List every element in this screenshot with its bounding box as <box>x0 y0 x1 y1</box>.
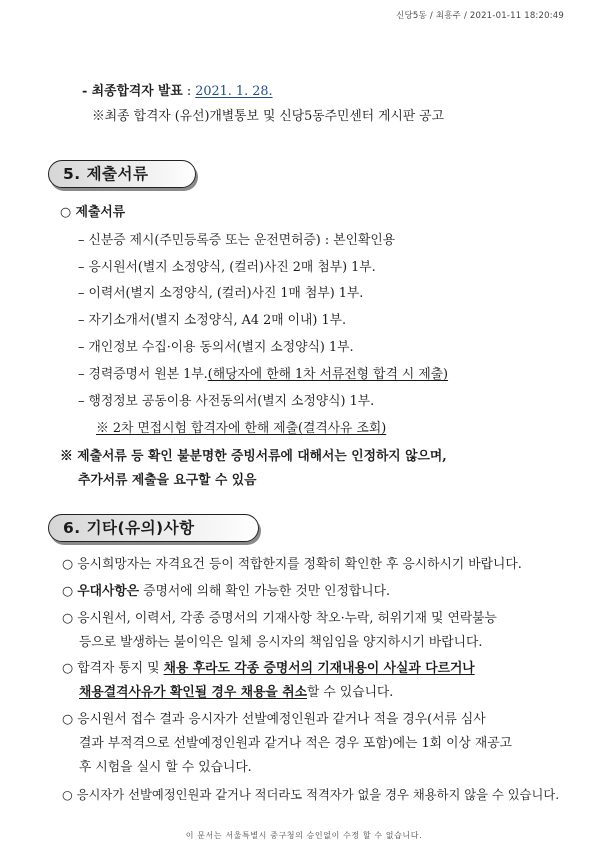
document-meta-header: 신당5동 / 최흥주 / 2021-01-11 18:20:49 <box>396 11 564 21</box>
notice-bullet-line: 등으로 발생하는 불이익은 일체 응시자의 책임임을 양지하시기 바랍니다. <box>79 635 483 650</box>
notice-bullet-prefix: ○ 합격자 통지 및 <box>62 661 164 676</box>
submission-item: – 응시원서(별지 소정양식, (컬러)사진 2매 첨부) 1부. <box>78 260 376 275</box>
submission-item: – 개인정보 수집·이용 동의서(별지 소정양식) 1부. <box>78 340 354 355</box>
submission-item: – 이력서(별지 소정양식, (컬러)사진 1매 첨부) 1부. <box>78 286 364 301</box>
cancellation-emphasis-2: 채용결격사유가 확인될 경우 채용을 취소 <box>79 685 307 700</box>
final-announcement-label: - 최종합격자 발표 <box>82 84 183 99</box>
final-announcement-colon: : <box>182 84 196 99</box>
submission-item-career <box>78 367 448 383</box>
notice-bullet-rest: 증명서에 의해 확인 가능한 것만 인정합니다. <box>139 584 391 599</box>
submission-item-admin: – 행정정보 공동이용 사전동의서(별지 소정양식) 1부. <box>78 394 375 409</box>
submission-item: – 자기소개서(별지 소정양식, A4 2매 이내) 1부. <box>78 313 347 328</box>
final-announcement-note: ※최종 합격자 (유선)개별통보 및 신당5동주민센터 게시판 공고 <box>92 109 445 124</box>
preference-emphasis: 우대사항은 <box>77 584 140 599</box>
section-5-title: 5. 제출서류 <box>48 160 196 188</box>
document-footer: 이 문서는 서울특별시 중구청의 승인없이 수정 할 수 없습니다. <box>185 831 423 840</box>
notice-bullet-line <box>62 661 475 677</box>
submission-warning-line-1: ※ 제출서류 등 확인 불분명한 증빙서류에 대해서는 인정하지 않으며, <box>60 449 447 464</box>
notice-bullet: ○ 응시희망자는 자격요건 등이 적합한지를 정확히 확인한 후 응시하시기 바랍니다. <box>62 557 522 572</box>
notice-bullet: ○ 응시자가 선발예정인원과 같거나 적더라도 적격자가 없을 경우 채용하지 않을 수 있습니다. <box>62 788 560 802</box>
section-6-title: 6. 기타(유의)사항 <box>48 514 259 542</box>
section-5-subheading: ○ 제출서류 <box>60 205 126 220</box>
notice-bullet-line: 결과 부적격으로 선발예정인원과 같거나 적은 경우 포함)에는 1회 이상 재공고 <box>79 736 512 751</box>
final-announcement-date[interactable]: 2021. 1. 28. <box>195 84 273 99</box>
submission-warning-line-2: 추가서류 제출을 요구할 수 있음 <box>78 473 257 488</box>
notice-bullet-line <box>79 685 393 701</box>
notice-bullet-prefix: ○ <box>62 584 78 599</box>
career-item-text: – 경력증명서 원본 1부. <box>78 367 208 382</box>
submission-item: – 신분증 제시(주민등록증 또는 운전면허증) : 본인확인용 <box>78 233 396 248</box>
notice-bullet-line: 후 시험을 실시 할 수 있습니다. <box>79 760 252 775</box>
notice-bullet-rest: 할 수 있습니다. <box>306 685 394 700</box>
notice-bullet <box>62 584 390 600</box>
notice-bullet-line: ○ 응시원서, 이력서, 각종 증명서의 기재사항 착오·누락, 허위기재 및 연락불능 <box>62 611 497 626</box>
final-announcement-line <box>82 84 273 100</box>
cancellation-emphasis-1: 채용 후라도 각종 증명서의 기재내용이 사실과 다르거나 <box>163 661 475 676</box>
career-item-note: (해당자에 한해 1차 서류전형 합격 시 제출) <box>207 367 449 382</box>
admin-item-note: ※ 2차 면접시험 합격자에 한해 제출(결격사유 조회) <box>96 421 387 436</box>
notice-bullet-line: ○ 응시원서 접수 결과 응시자가 선발예정인원과 같거나 적을 경우(서류 심사 <box>62 712 486 727</box>
